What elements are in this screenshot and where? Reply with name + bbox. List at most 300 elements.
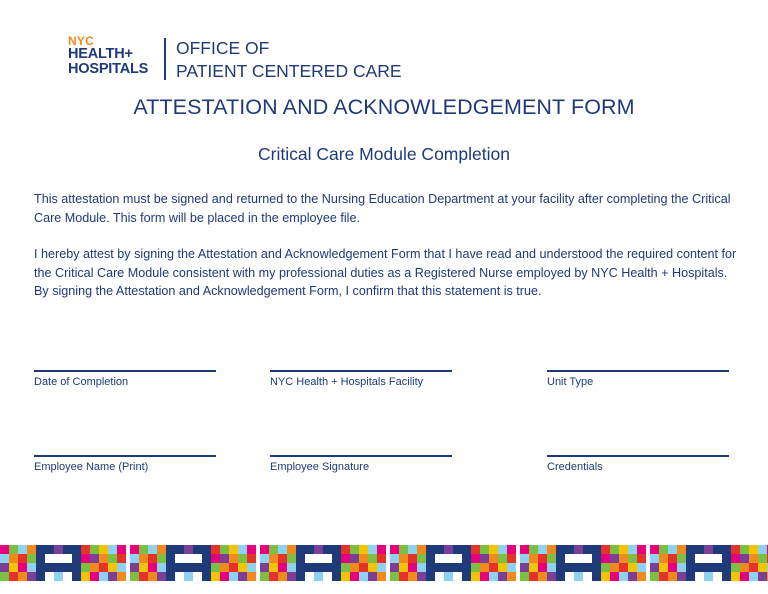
ribbon-tile bbox=[323, 572, 332, 581]
office-title-line2: PATIENT CENTERED CARE bbox=[176, 61, 402, 81]
ribbon-tile bbox=[63, 563, 72, 572]
ribbon-tile bbox=[426, 545, 435, 554]
ribbon-tile bbox=[408, 572, 417, 581]
ribbon-tile bbox=[90, 545, 99, 554]
ribbon-tile bbox=[489, 563, 498, 572]
ribbon-tile bbox=[238, 563, 247, 572]
ribbon-tile bbox=[677, 572, 686, 581]
ribbon-tile bbox=[332, 563, 341, 572]
ribbon-tile bbox=[740, 572, 749, 581]
ribbon-tile bbox=[368, 554, 377, 563]
ribbon-tile bbox=[592, 572, 601, 581]
ribbon-tile bbox=[556, 572, 565, 581]
ribbon-tile bbox=[686, 554, 695, 563]
ribbon-tile bbox=[507, 554, 516, 563]
ribbon-tile bbox=[63, 572, 72, 581]
ribbon-tile bbox=[27, 563, 36, 572]
ribbon-tile bbox=[54, 545, 63, 554]
ribbon-tile bbox=[462, 554, 471, 563]
ribbon-tile bbox=[677, 563, 686, 572]
ribbon-tile bbox=[498, 545, 507, 554]
ribbon-tile bbox=[740, 545, 749, 554]
ribbon-tile bbox=[247, 563, 256, 572]
ribbon-tile bbox=[296, 563, 305, 572]
ribbon-tile bbox=[758, 554, 767, 563]
ribbon-tile bbox=[359, 572, 368, 581]
ribbon-tile bbox=[18, 545, 27, 554]
ribbon-tile bbox=[659, 545, 668, 554]
logo-health-text bbox=[68, 46, 133, 62]
ribbon-tile bbox=[314, 572, 323, 581]
ribbon-tile bbox=[296, 554, 305, 563]
logo-nyc-text: NYC bbox=[68, 34, 94, 48]
ribbon-tile bbox=[435, 545, 444, 554]
logo-health-word: HEALTH bbox=[68, 46, 125, 62]
ribbon-tile bbox=[90, 563, 99, 572]
ribbon-tile bbox=[731, 572, 740, 581]
ribbon-tile bbox=[9, 572, 18, 581]
ribbon-tile bbox=[601, 545, 610, 554]
ribbon-tile bbox=[287, 554, 296, 563]
ribbon-tile bbox=[435, 554, 444, 563]
ribbon-tile bbox=[18, 554, 27, 563]
ribbon-tile bbox=[99, 545, 108, 554]
ribbon-tile bbox=[480, 572, 489, 581]
ribbon-tile bbox=[90, 572, 99, 581]
ribbon-tile bbox=[462, 563, 471, 572]
ribbon-tile bbox=[278, 572, 287, 581]
ribbon-tile bbox=[166, 563, 175, 572]
ribbon-tile bbox=[72, 563, 81, 572]
ribbon-tile bbox=[63, 554, 72, 563]
ribbon-tile bbox=[108, 572, 117, 581]
ribbon-tile bbox=[323, 563, 332, 572]
ribbon-tile bbox=[148, 554, 157, 563]
ribbon-tile bbox=[220, 545, 229, 554]
ribbon-tile bbox=[529, 545, 538, 554]
ribbon-tile bbox=[480, 554, 489, 563]
ribbon-tile bbox=[229, 554, 238, 563]
ribbon-tile bbox=[368, 545, 377, 554]
ribbon-tile bbox=[650, 554, 659, 563]
ribbon-tile bbox=[0, 554, 9, 563]
ribbon-tile bbox=[377, 572, 386, 581]
ribbon-tile bbox=[72, 545, 81, 554]
ribbon-tile bbox=[619, 563, 628, 572]
ribbon-tile bbox=[202, 554, 211, 563]
ribbon-tile bbox=[453, 554, 462, 563]
logo-plus-sign: + bbox=[124, 46, 133, 62]
ribbon-tile bbox=[547, 563, 556, 572]
ribbon-tile bbox=[341, 572, 350, 581]
ribbon-tile bbox=[507, 572, 516, 581]
ribbon-tile bbox=[574, 545, 583, 554]
ribbon-tile bbox=[480, 563, 489, 572]
ribbon-tile bbox=[269, 563, 278, 572]
ribbon-tile bbox=[184, 563, 193, 572]
ribbon-tile bbox=[278, 545, 287, 554]
ribbon-tile bbox=[323, 554, 332, 563]
ribbon-tile bbox=[471, 554, 480, 563]
ribbon-tile bbox=[332, 554, 341, 563]
ribbon-tile bbox=[453, 572, 462, 581]
ribbon-tile bbox=[520, 572, 529, 581]
ribbon-tile bbox=[529, 563, 538, 572]
ribbon-tile bbox=[238, 554, 247, 563]
ribbon-tile bbox=[211, 554, 220, 563]
credentials-signature-line[interactable] bbox=[547, 455, 729, 457]
ribbon-tile bbox=[99, 554, 108, 563]
ribbon-tile bbox=[686, 563, 695, 572]
ribbon-tile bbox=[547, 554, 556, 563]
ribbon-tile bbox=[390, 572, 399, 581]
ribbon-tile bbox=[444, 572, 453, 581]
ribbon-tile bbox=[36, 545, 45, 554]
ribbon-tile bbox=[229, 545, 238, 554]
ribbon-tile bbox=[471, 572, 480, 581]
date-field[interactable] bbox=[34, 370, 216, 388]
ribbon-tile bbox=[731, 545, 740, 554]
ribbon-tile bbox=[686, 572, 695, 581]
ribbon-tile bbox=[650, 572, 659, 581]
ribbon-tile bbox=[619, 572, 628, 581]
ribbon-tile bbox=[359, 545, 368, 554]
ribbon-tile bbox=[592, 545, 601, 554]
ribbon-tile bbox=[157, 563, 166, 572]
ribbon-tile bbox=[296, 545, 305, 554]
ribbon-tile bbox=[247, 554, 256, 563]
ribbon-tile bbox=[749, 572, 758, 581]
ribbon-tile bbox=[269, 554, 278, 563]
ribbon-tile bbox=[377, 563, 386, 572]
ribbon-tile bbox=[166, 572, 175, 581]
form-subtitle: Critical Care Module Completion bbox=[258, 144, 510, 164]
ribbon-tile bbox=[417, 572, 426, 581]
ribbon-tile bbox=[54, 563, 63, 572]
ribbon-tile bbox=[408, 545, 417, 554]
logo-divider bbox=[164, 38, 166, 80]
ribbon-tile bbox=[202, 545, 211, 554]
ribbon-tile bbox=[350, 554, 359, 563]
ribbon-tile bbox=[713, 545, 722, 554]
ribbon-tile bbox=[507, 545, 516, 554]
ribbon-tile bbox=[686, 545, 695, 554]
ribbon-tile bbox=[722, 572, 731, 581]
ribbon-tile bbox=[108, 563, 117, 572]
ribbon-tile bbox=[117, 545, 126, 554]
ribbon-tile bbox=[130, 563, 139, 572]
logo-hospitals-text: HOSPITALS bbox=[68, 61, 149, 77]
ribbon-tile bbox=[668, 572, 677, 581]
ribbon-tile bbox=[108, 554, 117, 563]
ribbon-tile bbox=[547, 545, 556, 554]
date-signature-line[interactable] bbox=[34, 370, 216, 372]
ribbon-tile bbox=[565, 554, 574, 563]
ribbon-tile bbox=[139, 545, 148, 554]
ribbon-tile bbox=[749, 563, 758, 572]
ribbon-tile bbox=[377, 545, 386, 554]
ribbon-tile bbox=[45, 545, 54, 554]
ribbon-tile bbox=[731, 563, 740, 572]
ribbon-tile bbox=[260, 563, 269, 572]
ribbon-tile bbox=[659, 572, 668, 581]
ribbon-tile bbox=[498, 563, 507, 572]
facility-signature-line[interactable] bbox=[270, 370, 452, 372]
ribbon-tile bbox=[399, 554, 408, 563]
ribbon-tile bbox=[556, 545, 565, 554]
ribbon-tile bbox=[713, 563, 722, 572]
ribbon-tile bbox=[229, 572, 238, 581]
form-title: ATTESTATION AND ACKNOWLEDGEMENT FORM bbox=[133, 95, 635, 119]
ribbon-tile bbox=[0, 545, 9, 554]
ribbon-tile bbox=[574, 554, 583, 563]
ribbon-tile bbox=[260, 572, 269, 581]
ribbon-tile bbox=[108, 545, 117, 554]
ribbon-tile bbox=[117, 554, 126, 563]
ribbon-tile bbox=[63, 545, 72, 554]
ribbon-tile bbox=[202, 563, 211, 572]
ribbon-tile bbox=[27, 545, 36, 554]
attestation-paragraph: I hereby attest by signing the Attestation and Acknowledgement Form that I have read and understood the required content for the Critical Care Module consistent with my professional duties as a Registered Nurse employed by NYC Health + Hospitals. By signing the Attestation and Acknowledgement Form, I confirm that this statement is true. bbox=[34, 247, 737, 298]
ribbon-tile bbox=[498, 554, 507, 563]
ribbon-tile bbox=[583, 554, 592, 563]
date-label: Date of Completion bbox=[34, 376, 129, 388]
ribbon-tile bbox=[668, 563, 677, 572]
ribbon-tile bbox=[390, 554, 399, 563]
ribbon-tile bbox=[390, 545, 399, 554]
ribbon-tile bbox=[211, 545, 220, 554]
ribbon-tile bbox=[637, 545, 646, 554]
ribbon-tile bbox=[713, 554, 722, 563]
ribbon-tile bbox=[238, 545, 247, 554]
ribbon-tile bbox=[314, 554, 323, 563]
ribbon-tile bbox=[583, 572, 592, 581]
ribbon-tile bbox=[211, 563, 220, 572]
ribbon-tile bbox=[27, 554, 36, 563]
ribbon-tile bbox=[305, 572, 314, 581]
employee-signature-field[interactable] bbox=[270, 455, 452, 473]
ribbon-tile bbox=[139, 554, 148, 563]
ribbon-tile bbox=[426, 572, 435, 581]
credentials-field[interactable] bbox=[547, 455, 729, 473]
ribbon-tile bbox=[9, 545, 18, 554]
ribbon-tile bbox=[90, 554, 99, 563]
ribbon-tile bbox=[601, 572, 610, 581]
employee-name-label: Employee Name (Print) bbox=[34, 461, 149, 473]
ribbon-tile bbox=[538, 545, 547, 554]
pattern-svg bbox=[0, 545, 768, 581]
ribbon-tile bbox=[592, 563, 601, 572]
ribbon-tile bbox=[749, 554, 758, 563]
ribbon-tile bbox=[399, 563, 408, 572]
ribbon-tile bbox=[408, 554, 417, 563]
ribbon-tile bbox=[408, 563, 417, 572]
ribbon-tile bbox=[81, 545, 90, 554]
ribbon-tile bbox=[601, 554, 610, 563]
ribbon-tile bbox=[193, 554, 202, 563]
ribbon-tile bbox=[18, 572, 27, 581]
employee-name-field[interactable] bbox=[34, 455, 216, 473]
ribbon-tile bbox=[740, 554, 749, 563]
ribbon-tile bbox=[628, 545, 637, 554]
ribbon-tile bbox=[117, 563, 126, 572]
ribbon-tile bbox=[220, 554, 229, 563]
ribbon-tile bbox=[538, 572, 547, 581]
ribbon-tile bbox=[628, 572, 637, 581]
credentials-label: Credentials bbox=[547, 461, 603, 473]
ribbon-tile bbox=[350, 563, 359, 572]
ribbon-tile bbox=[520, 545, 529, 554]
ribbon-tile bbox=[758, 572, 767, 581]
ribbon-tile bbox=[610, 563, 619, 572]
ribbon-tile bbox=[166, 545, 175, 554]
ribbon-tile bbox=[45, 572, 54, 581]
ribbon-tile bbox=[722, 563, 731, 572]
ribbon-tile bbox=[480, 545, 489, 554]
ribbon-tile bbox=[175, 554, 184, 563]
ribbon-tile bbox=[390, 563, 399, 572]
ribbon-tile bbox=[175, 545, 184, 554]
ribbon-tile bbox=[157, 572, 166, 581]
ribbon-tile bbox=[637, 554, 646, 563]
ribbon-tile bbox=[305, 554, 314, 563]
ribbon-tile bbox=[45, 554, 54, 563]
ribbon-tile bbox=[592, 554, 601, 563]
unit-type-field[interactable] bbox=[547, 370, 729, 388]
ribbon-tile bbox=[417, 554, 426, 563]
ribbon-tile bbox=[462, 572, 471, 581]
ribbon-tile bbox=[713, 572, 722, 581]
ribbon-tile bbox=[202, 572, 211, 581]
ribbon-tile bbox=[157, 545, 166, 554]
ribbon-tile bbox=[341, 554, 350, 563]
ribbon-tile bbox=[278, 563, 287, 572]
ribbon-tile bbox=[269, 545, 278, 554]
ribbon-tile bbox=[637, 563, 646, 572]
ribbon-tile bbox=[184, 545, 193, 554]
ribbon-tile bbox=[81, 554, 90, 563]
ribbon-tile bbox=[220, 572, 229, 581]
unit-type-label: Unit Type bbox=[547, 376, 594, 388]
employee-signature-label: Employee Signature bbox=[270, 461, 370, 473]
ribbon-tile bbox=[314, 563, 323, 572]
ribbon-tile bbox=[148, 545, 157, 554]
ribbon-tile bbox=[238, 572, 247, 581]
instructions-paragraph: This attestation must be signed and returned to the Nursing Education Department at your facility after completing the Critical Care Module. This form will be placed in the employee file. bbox=[34, 192, 731, 225]
ribbon-tile bbox=[72, 572, 81, 581]
ribbon-tile bbox=[704, 554, 713, 563]
ribbon-tile bbox=[722, 554, 731, 563]
ribbon-tile bbox=[139, 572, 148, 581]
ribbon-tile bbox=[574, 563, 583, 572]
ribbon-tile bbox=[417, 545, 426, 554]
office-title-line1: OFFICE OF bbox=[176, 38, 270, 58]
ribbon-tile bbox=[462, 545, 471, 554]
ribbon-tile bbox=[417, 563, 426, 572]
ribbon-tile bbox=[489, 572, 498, 581]
ribbon-tile bbox=[574, 572, 583, 581]
ribbon-tile bbox=[359, 563, 368, 572]
ribbon-tile bbox=[444, 545, 453, 554]
ribbon-tile bbox=[731, 554, 740, 563]
ribbon-tile bbox=[444, 563, 453, 572]
ribbon-tile bbox=[704, 545, 713, 554]
ribbon-tile bbox=[399, 572, 408, 581]
ribbon-tile bbox=[489, 554, 498, 563]
ribbon-tile bbox=[36, 554, 45, 563]
employee-signature-line[interactable] bbox=[270, 455, 452, 457]
ribbon-tile bbox=[619, 554, 628, 563]
ribbon-tile bbox=[0, 563, 9, 572]
ribbon-tile bbox=[332, 545, 341, 554]
ribbon-tile bbox=[184, 554, 193, 563]
ribbon-tile bbox=[117, 572, 126, 581]
ribbon-tile bbox=[565, 563, 574, 572]
ribbon-tile bbox=[139, 563, 148, 572]
ribbon-tile bbox=[628, 563, 637, 572]
ribbon-tile bbox=[659, 563, 668, 572]
ribbon-tile bbox=[489, 545, 498, 554]
ribbon-tile bbox=[314, 545, 323, 554]
ribbon-tile bbox=[368, 563, 377, 572]
ribbon-tile bbox=[287, 545, 296, 554]
ribbon-tile bbox=[305, 545, 314, 554]
ribbon-tile bbox=[247, 572, 256, 581]
ribbon-tile bbox=[229, 563, 238, 572]
ribbon-tile bbox=[359, 554, 368, 563]
ribbon-tile bbox=[583, 563, 592, 572]
ribbon-tile bbox=[45, 563, 54, 572]
ribbon-tile bbox=[695, 572, 704, 581]
ribbon-tile bbox=[695, 563, 704, 572]
ribbon-tile bbox=[54, 572, 63, 581]
ribbon-tile bbox=[704, 563, 713, 572]
facility-field[interactable] bbox=[270, 370, 452, 388]
ribbon-tile bbox=[278, 554, 287, 563]
ribbon-tile bbox=[704, 572, 713, 581]
ribbon-tile bbox=[619, 545, 628, 554]
ribbon-tile bbox=[148, 563, 157, 572]
ribbon-tile bbox=[444, 554, 453, 563]
ribbon-tile bbox=[166, 554, 175, 563]
ribbon-tile bbox=[659, 554, 668, 563]
ribbon-tile bbox=[610, 545, 619, 554]
ribbon-tile bbox=[520, 563, 529, 572]
ribbon-tile bbox=[677, 554, 686, 563]
ribbon-tile bbox=[260, 545, 269, 554]
ribbon-tile bbox=[556, 554, 565, 563]
ribbon-tile bbox=[287, 572, 296, 581]
ribbon-tile bbox=[305, 563, 314, 572]
unit-type-signature-line[interactable] bbox=[547, 370, 729, 372]
ribbon-tile bbox=[211, 572, 220, 581]
ribbon-tile bbox=[740, 563, 749, 572]
ribbon-tile bbox=[426, 563, 435, 572]
employee-name-signature-line[interactable] bbox=[34, 455, 216, 457]
ribbon-tile bbox=[54, 554, 63, 563]
ribbon-tile bbox=[27, 572, 36, 581]
ribbon-tile bbox=[341, 545, 350, 554]
ribbon-tile bbox=[193, 563, 202, 572]
ribbon-tile bbox=[193, 545, 202, 554]
ribbon-tile bbox=[610, 572, 619, 581]
ribbon-tile bbox=[695, 545, 704, 554]
ribbon-tile bbox=[332, 572, 341, 581]
ribbon-tile bbox=[81, 572, 90, 581]
ribbon-tile bbox=[9, 554, 18, 563]
ribbon-tile bbox=[130, 572, 139, 581]
ribbon-tile bbox=[758, 563, 767, 572]
